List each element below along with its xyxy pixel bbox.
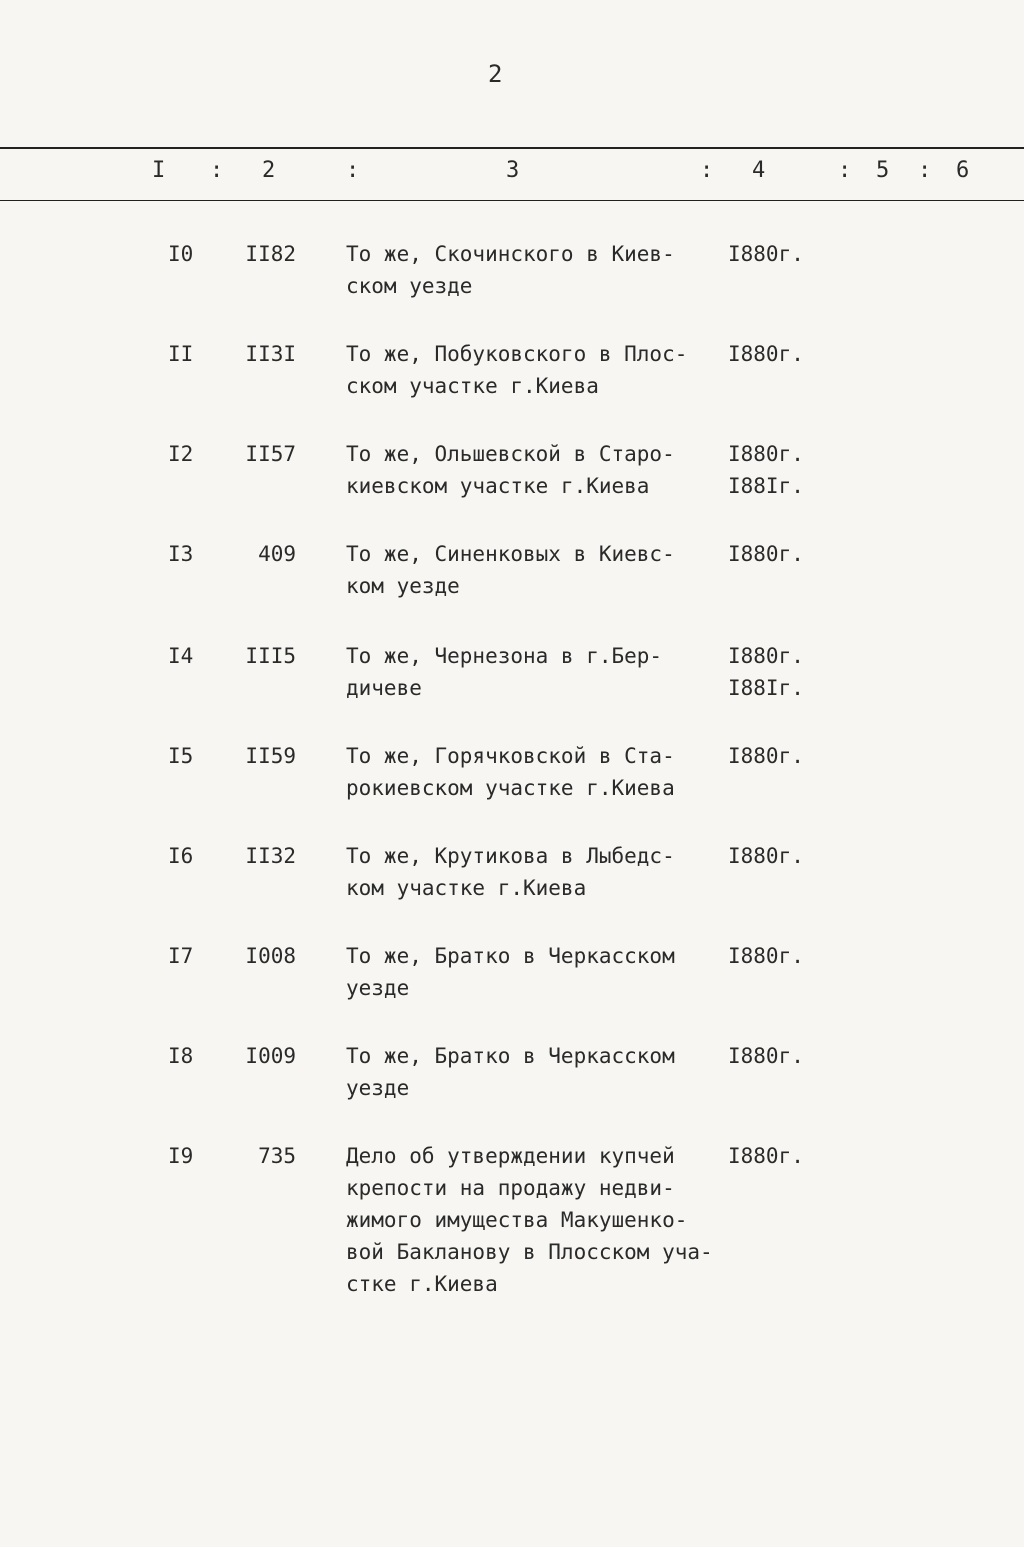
description-line: уезде bbox=[346, 1076, 410, 1100]
file-number: III5 bbox=[245, 644, 296, 668]
year: I880г. bbox=[728, 1044, 804, 1068]
row-number: I7 bbox=[168, 944, 194, 968]
file-number: II59 bbox=[245, 744, 296, 768]
column-header-5: 5 bbox=[876, 158, 890, 183]
file-number: II57 bbox=[245, 442, 296, 466]
date-range bbox=[728, 640, 804, 704]
date-range bbox=[728, 940, 804, 972]
year: I880г. bbox=[728, 744, 804, 768]
file-number: 409 bbox=[258, 542, 296, 566]
row-number: I3 bbox=[168, 542, 194, 566]
year: I880г. bbox=[728, 242, 804, 266]
year: I880г. bbox=[728, 542, 804, 566]
description-line: уезде bbox=[346, 976, 410, 1000]
description-line: ком участке г.Киева bbox=[346, 876, 587, 900]
year: I880г. bbox=[728, 844, 804, 868]
description-line: То же, Братко в Черкасском bbox=[346, 1044, 675, 1068]
column-header-3: 3 bbox=[506, 158, 520, 183]
column-separator: : bbox=[838, 158, 852, 183]
file-number: I009 bbox=[245, 1044, 296, 1068]
date-range bbox=[728, 1140, 804, 1172]
description bbox=[346, 238, 726, 302]
description bbox=[346, 740, 726, 804]
row-number: I0 bbox=[168, 242, 194, 266]
description-line: То же, Крутикова в Лыбедс- bbox=[346, 844, 675, 868]
column-header-6: 6 bbox=[956, 158, 970, 183]
file-number: II3I bbox=[245, 342, 296, 366]
description-line: рокиевском участке г.Киева bbox=[346, 776, 675, 800]
year: I880г. bbox=[728, 342, 804, 366]
description-line: То же, Ольшевской в Старо- bbox=[346, 442, 675, 466]
row-number: I8 bbox=[168, 1044, 194, 1068]
column-separator: : bbox=[918, 158, 932, 183]
row-number: I9 bbox=[168, 1144, 194, 1168]
column-separator: : bbox=[700, 158, 714, 183]
file-number: II82 bbox=[245, 242, 296, 266]
date-range bbox=[728, 538, 804, 570]
description-line: ском уезде bbox=[346, 274, 473, 298]
column-header-1: I bbox=[152, 158, 166, 183]
row-number: II bbox=[168, 342, 194, 366]
description-line: дичеве bbox=[346, 676, 422, 700]
year: I880г. bbox=[728, 442, 804, 466]
column-separator: : bbox=[210, 158, 224, 183]
row-number: I6 bbox=[168, 844, 194, 868]
row-number: I2 bbox=[168, 442, 194, 466]
description-line: вой Бакланову в Плосском уча- bbox=[346, 1240, 713, 1264]
year: I88Iг. bbox=[728, 676, 804, 700]
description-line: То же, Братко в Черкасском bbox=[346, 944, 675, 968]
page-number: 2 bbox=[488, 60, 503, 88]
row-number: I5 bbox=[168, 744, 194, 768]
row-number: I4 bbox=[168, 644, 194, 668]
description-line: Дело об утверждении купчей bbox=[346, 1144, 675, 1168]
description-line: То же, Чернезона в г.Бер- bbox=[346, 644, 663, 668]
description-line: крепости на продажу недви- bbox=[346, 1176, 675, 1200]
description-line: стке г.Киева bbox=[346, 1272, 498, 1296]
file-number: I008 bbox=[245, 944, 296, 968]
year: I880г. bbox=[728, 1144, 804, 1168]
column-separator: : bbox=[346, 158, 360, 183]
year: I880г. bbox=[728, 944, 804, 968]
file-number: II32 bbox=[245, 844, 296, 868]
description-line: То же, Скочинского в Киев- bbox=[346, 242, 675, 266]
description-line: То же, Побуковского в Плос- bbox=[346, 342, 688, 366]
description bbox=[346, 940, 726, 1004]
description-line: ком уезде bbox=[346, 574, 460, 598]
description bbox=[346, 538, 726, 602]
year: I88Iг. bbox=[728, 474, 804, 498]
description-line: То же, Синенковых в Киевс- bbox=[346, 542, 675, 566]
description bbox=[346, 840, 726, 904]
date-range bbox=[728, 338, 804, 370]
date-range bbox=[728, 740, 804, 772]
description bbox=[346, 640, 726, 704]
date-range bbox=[728, 438, 804, 502]
description-line: ском участке г.Киева bbox=[346, 374, 599, 398]
description bbox=[346, 438, 726, 502]
description-line: киевском участке г.Киева bbox=[346, 474, 650, 498]
header-rule-bottom bbox=[0, 200, 1024, 201]
description-line: То же, Горячковской в Ста- bbox=[346, 744, 675, 768]
description bbox=[346, 1040, 726, 1104]
year: I880г. bbox=[728, 644, 804, 668]
column-header-2: 2 bbox=[262, 158, 276, 183]
date-range bbox=[728, 840, 804, 872]
file-number: 735 bbox=[258, 1144, 296, 1168]
header-rule-top bbox=[0, 147, 1024, 149]
date-range bbox=[728, 238, 804, 270]
column-header-4: 4 bbox=[752, 158, 766, 183]
description bbox=[346, 338, 726, 402]
date-range bbox=[728, 1040, 804, 1072]
description bbox=[346, 1140, 726, 1300]
description-line: жимого имущества Макушенко- bbox=[346, 1208, 688, 1232]
